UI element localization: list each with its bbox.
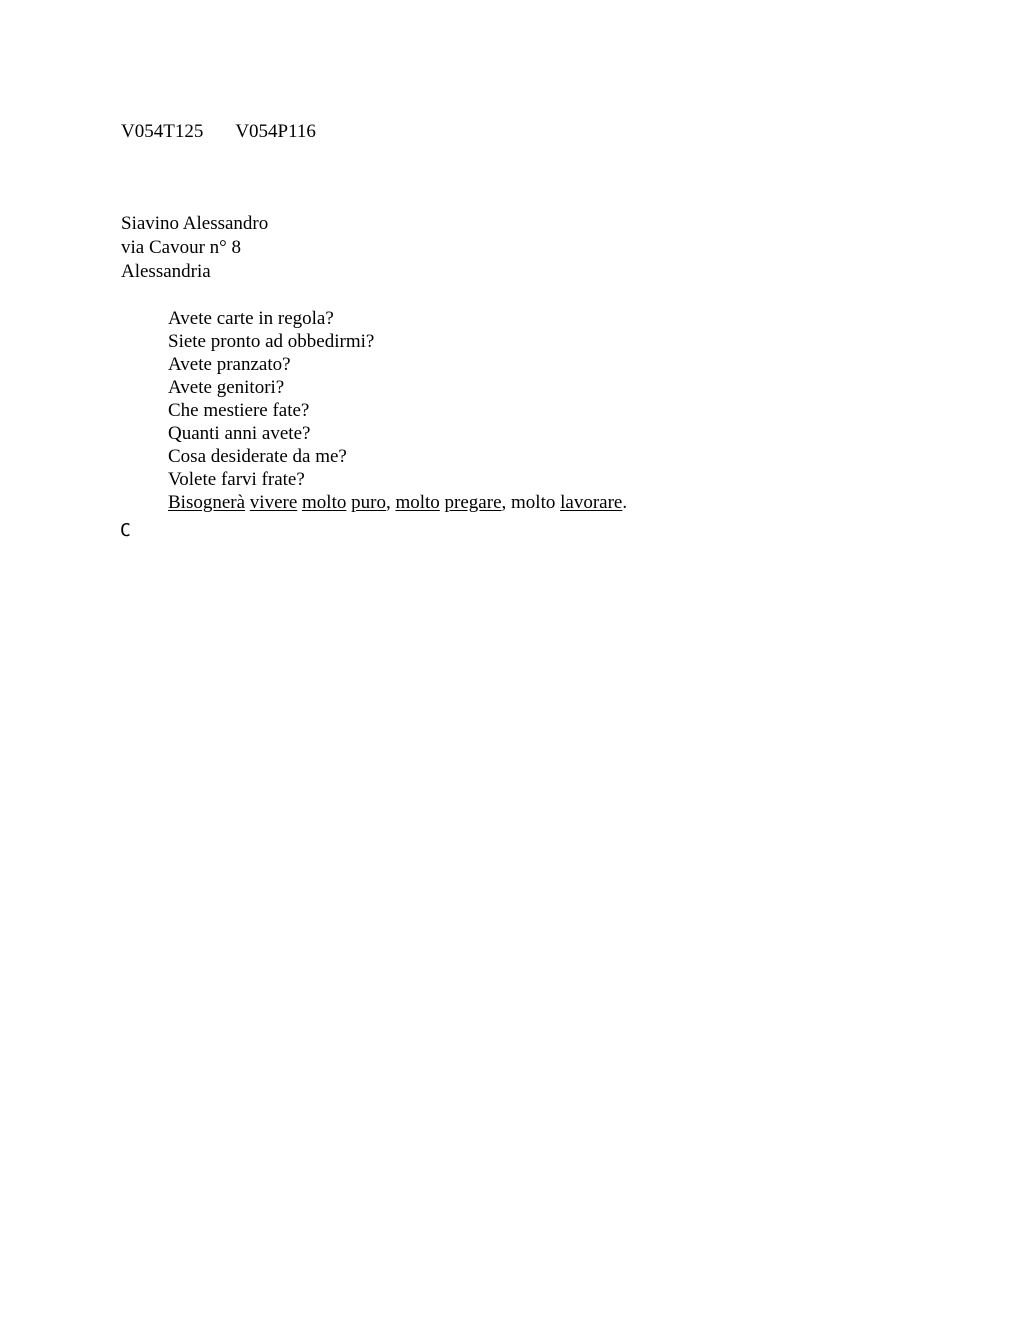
question-line: Avete carte in regola?	[168, 308, 334, 329]
underlined-word: puro	[351, 492, 386, 513]
question-line: Avete genitori?	[168, 377, 285, 398]
question-line: Avete pranzato?	[168, 354, 291, 375]
question-line: Cosa desiderate da me?	[168, 446, 347, 467]
address-name: Siavino Alessandro	[121, 213, 269, 234]
underlined-word: pregare	[444, 492, 502, 513]
address-city: Alessandria	[121, 261, 211, 282]
underlined-word: Bisognerà	[168, 492, 246, 513]
reference-codes	[121, 121, 316, 143]
code-2: V054P116	[235, 121, 316, 142]
address-street: via Cavour n° 8	[121, 237, 241, 258]
question-line: Volete farvi frate?	[168, 469, 305, 490]
code-1: V054T125	[121, 121, 204, 142]
question-list	[168, 307, 627, 514]
underlined-word: vivere	[249, 492, 298, 513]
margin-mark: C	[120, 520, 131, 541]
question-line: Siete pronto ad obbedirmi?	[168, 331, 375, 352]
underlined-word: lavorare	[560, 492, 623, 513]
final-period: .	[622, 492, 628, 513]
question-line: Quanti anni avete?	[168, 423, 311, 444]
final-line	[168, 491, 627, 514]
separator-text: ,	[385, 492, 391, 513]
underlined-word: molto	[395, 492, 440, 513]
underlined-word: molto	[302, 492, 347, 513]
question-line: Che mestiere fate?	[168, 400, 310, 421]
address-block	[121, 212, 268, 284]
separator-text: , molto	[501, 492, 556, 513]
